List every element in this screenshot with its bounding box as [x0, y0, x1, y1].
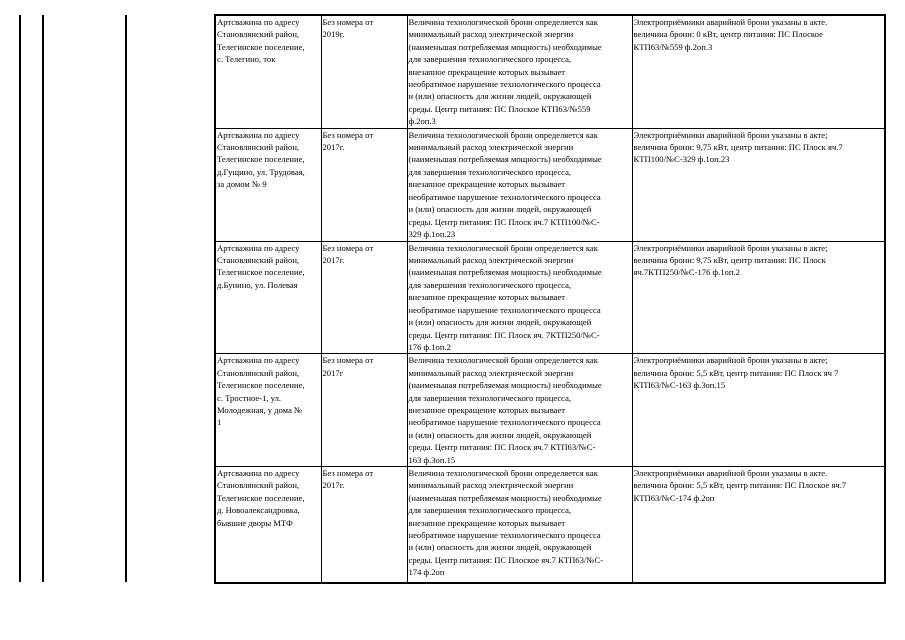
number-cell: [321, 354, 407, 467]
left-border-line-3: [125, 15, 127, 582]
object-cell: [215, 128, 321, 241]
note-cell: [632, 15, 885, 128]
description-cell: [407, 354, 632, 467]
note-cell: [632, 466, 885, 583]
note-cell: [632, 128, 885, 241]
object-text: Артсважина по адресу Становлянский район, Телегинское поселение, д. Новоалександровка, бывшие дворы МТФ: [217, 467, 305, 528]
number-cell: [321, 466, 407, 583]
number-text: Без номера от 2017г.: [322, 242, 374, 266]
object-text: Артсважина по адресу Становлянский район, Телегинское поселение, д.Бунино, ул. Полевая: [217, 242, 305, 290]
object-text: Артсважина по адресу Становлянский район, Телегинское поселение, с. Тростное-1, ул. Молодежная, у дома № 1: [217, 355, 305, 428]
left-border-line-2: [42, 15, 44, 582]
table-row: [215, 15, 885, 128]
number-text: Без номера от 2019г.: [322, 17, 374, 40]
description-cell: [407, 241, 632, 354]
note-text: Электроприёмники аварийной брони указаны в акте. величина брони: 5,5 кВт, центр питания: ПС Плоское яч.7 КТП63/№С-174 ф.2оп: [633, 467, 847, 503]
description-text: Величина технологической брони определяется как минимальный расход электрической энергии (наименьшая потребляемая мощность) необходимые для завершения технологического процесса, внезапное прекращение которых вызывает необратимое нарушение технологического процесса и (или) опасность для жизни людей, окружающей среды. Центр питания: ПС Плоское яч.7 КТП63/№С- 174 ф.2оп: [408, 467, 604, 578]
table-row: [215, 466, 885, 583]
number-cell: [321, 15, 407, 128]
note-text: Электроприёмники аварийной брони указаны в акте; величина брони: 5,5 кВт, центр питания: ПС Плоск яч 7 КТП63/№С-163 ф.3оп.15: [633, 355, 839, 391]
left-border-line-1: [19, 15, 21, 582]
note-text: Электроприёмники аварийной брони указаны в акте; величина брони: 9,75 кВт, центр питания: ПС Плоск яч.7КТП250/№С-176 ф.1оп.2: [633, 242, 828, 278]
table-row: [215, 354, 885, 467]
object-cell: [215, 241, 321, 354]
description-cell: [407, 15, 632, 128]
description-text: Величина технологической брони определяется как минимальный расход электрической энергии (наименьшая потребляемая мощность) необходимые для завершения технологического процесса, внезапное прекращение которых вызывает необратимое нарушение технологического процесса и (или) опасность для жизни людей, окружающей среды. Центр питания: ПС Плоск яч. 7КТП250/№С- 176 ф.1оп.2: [408, 242, 602, 352]
description-cell: [407, 466, 632, 583]
note-text: Электроприёмники аварийной брони указаны в акте. величина брони: 0 кВт, центр питания: ПС Плоское КТП63/№559 ф.2оп.3: [633, 17, 828, 52]
table-row: [215, 128, 885, 241]
object-text: Артсважина по адресу Становлянский район, Телегинское поселение, с. Телегино, ток: [217, 17, 305, 65]
number-cell: [321, 128, 407, 241]
number-text: Без номера от 2017г: [322, 355, 374, 378]
object-cell: [215, 354, 321, 467]
table-row: [215, 241, 885, 354]
object-text: Артсважина по адресу Становлянский район, Телегинское поселение, д.Гущино, ул. Трудовая, за домом № 9: [217, 129, 305, 190]
description-text: Величина технологической брони определяется как минимальный расход электрической энергии (наименьшая потребляемая мощность) необходимые для завершения технологического процесса, внезапное прекращение которых вызывает необратимое нарушение технологического процесса и (или) опасность для жизни людей, окружающей среды. Центр питания: ПС Плоск яч.7 КТП63/№С- 163 ф.3оп.15: [408, 355, 602, 465]
number-text: Без номера от 2017г.: [322, 467, 374, 491]
object-cell: [215, 466, 321, 583]
number-text: Без номера от 2017г.: [322, 129, 374, 153]
note-cell: [632, 354, 885, 467]
note-text: Электроприёмники аварийной брони указаны в акте; величина брони: 9,75 кВт, центр питания: ПС Плоск яч.7 КТП100/№С-329 ф.1оп.23: [633, 129, 843, 165]
description-cell: [407, 128, 632, 241]
description-text: Величина технологической брони определяется как минимальный расход электрической энергии (наименьшая потребляемая мощность) необходимые для завершения технологического процесса, внезапное прекращение которых вызывает необратимое нарушение технологического процесса и (или) опасность для жизни людей, окружающей среды. Центр питания: ПС Плоское КТП63/№559 ф.2оп.3: [408, 17, 602, 127]
reservation-table: [214, 14, 886, 584]
object-cell: [215, 15, 321, 128]
number-cell: [321, 241, 407, 354]
description-text: Величина технологической брони определяется как минимальный расход электрической энергии (наименьшая потребляемая мощность) необходимые для завершения технологического процесса, внезапное прекращение которых вызывает необратимое нарушение технологического процесса и (или) опасность для жизни людей, окружающей среды. Центр питания: ПС Плоск яч.7 КТП100/№С- 329 ф.1оп.23: [408, 129, 602, 239]
note-cell: [632, 241, 885, 354]
